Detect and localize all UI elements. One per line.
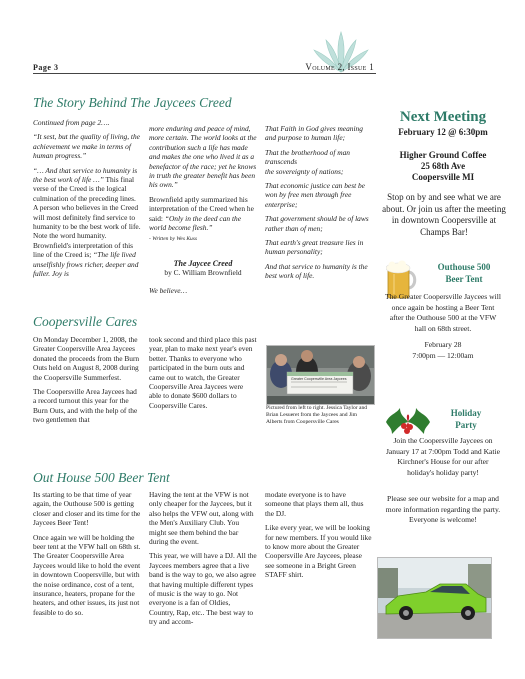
beertent-paragraph: Like every year, we will be looking for new members. If you would like to know more about the Greater Coopersville Are Jaycees, please see someone in a Bright Green STAFF shirt. <box>265 523 372 580</box>
creed-body: This final verse of the Creed is the logical culmination of the preceding lines. A person who believes in the Creed will most definitely find service to humanity to be the best work of life. Note the word humanity. Brownfield's interpretation of this line of the Creed is; <box>33 175 141 260</box>
holiday-title-2: Party <box>455 420 477 430</box>
header-rule <box>33 73 376 74</box>
venue-city: Coopersville MI <box>411 172 475 182</box>
next-meeting-title: Next Meeting <box>399 109 487 125</box>
holiday-description: Join the Coopersville Jaycees on January 17 at 7:00pm Todd and Katie Kirchner's House for our after holiday's holiday party! <box>385 436 501 477</box>
creed-line: the sovereignty of nations; <box>265 166 344 176</box>
check-presentation-photo <box>266 345 375 405</box>
cares-paragraph: took second and third place this past year, plan to make next year's even better. Thanks to everyone who participated in the burn outs and came out to watch, the Greater Coopersville Area Jaycees were able to donate $600 dollars to Coopersville Cares. <box>149 335 257 410</box>
beertent-column-2 <box>149 490 257 632</box>
creed-continued: Continued from page 2…. <box>33 118 110 127</box>
creed-we-believe: We believe… <box>149 285 188 295</box>
beertent-column-1 <box>33 490 141 622</box>
creed-poem-author: by C. William Brownfield <box>164 268 242 278</box>
creed-summary-body: Brownfield aptly summarized his interpretation of the Creed when he said: <box>149 194 254 223</box>
cares-paragraph: On Monday December 1, 2008, the Greater Coopersville Area Jaycees donated the proceeds from the Burn Outs held on August 8, 2008 during the Coopersville Summerfest. <box>33 335 140 382</box>
beertent-paragraph: This year, we will have a DJ. All the Jaycees members agree that a live band is the way to go, we also agree that having multiple different types of music is the way to go. Not everyone is a fan of Oldies, Country, Rap, etc.. The best way to try and accom- <box>149 551 257 627</box>
holly-icon <box>382 404 434 438</box>
creed-line: That economic justice can best be won by free men through free enterprise; <box>265 181 365 209</box>
creed-title: The Story Behind The Jaycees Creed <box>33 95 232 110</box>
beer-tent-time: 7:00pm — 12:00am <box>412 351 474 360</box>
beer-tent-title-1: Outhouse 500 <box>437 262 491 272</box>
creed-quote-2: “… And that service to humanity is the best work of life …” <box>33 165 138 185</box>
meeting-description: Stop on by and see what we are about. Or join us after the meeting in downtown Coopersville at Champs Bar! <box>382 192 506 237</box>
beertent-paragraph: Once again we will be holding the beer tent at the VFW hall on 68th st. The Greater Coopersville Area Jaycees would like to hold the event in downtown Coopersville, but with the noise ordinance, cost of a tent, insurance, heaters, propane for the heaters, and other issues, its just not feasible to do so. <box>33 532 141 617</box>
creed-poem-title: The Jaycee Creed <box>173 258 233 268</box>
creed-quote-3: “The life lived unselfishly frows richer, deeper and fuller. Joy is <box>33 250 139 279</box>
creed-summary-quote: “Only in the deed can the world become flesh.” <box>149 213 241 233</box>
creed-quote-1: “It sest, but the quality of living, the achievement we make in terms of human progress.” <box>33 132 140 161</box>
cares-column-1 <box>33 335 141 430</box>
cares-paragraph: The Coopersville Area Jaycees had a record turnout this year for the Burn Outs, and with the help of the two gentlemen that <box>33 387 138 425</box>
creed-line: That Faith in God gives meaning and purpose to human life; <box>265 124 363 143</box>
beertent-paragraph: modate everyone is to have someone that plays them all, thus the DJ. <box>265 490 364 518</box>
venue-name: Higher Ground Coffee <box>399 150 487 160</box>
cares-column-2 <box>149 335 257 415</box>
creed-summary <box>149 195 257 233</box>
beer-tent-date: February 28 <box>424 340 462 349</box>
website-note: Please see our website for a map and more information regarding the party. Everyone is welcome! <box>385 494 501 524</box>
creed-line: That government should be of laws rather than of men; <box>265 214 369 233</box>
holiday-title-1: Holiday <box>450 408 482 418</box>
beertent-title: Out House 500 Beer Tent <box>33 470 170 485</box>
venue-address: 25 68th Ave <box>420 161 466 171</box>
creed-paragraph <box>33 166 141 279</box>
beer-tent-title-2: Beer Tent <box>445 274 483 284</box>
meeting-date: February 12 @ 6:30pm <box>398 127 488 137</box>
creed-line: That the brotherhood of man transcends <box>265 147 350 167</box>
beertent-paragraph: Its starting to be that time of year again, the Outhouse 500 is getting closer and closer and its time for the Jaycees Beer Tent! <box>33 490 141 528</box>
creed-quote-cont: more enduring and peace of mind, more certain. The world looks at the contribution such a life has made and makes the one who lived it as a benefactor of the race; yet he knows in truth the greater benefit has been his own.” <box>149 124 257 190</box>
photo-caption: Pictured from left to right. Jessica Taylor and Brian Lesueret from the Jaycees and Jim Alberts from Coopersville Cares <box>266 405 368 425</box>
page-number: Page 3 <box>33 63 59 72</box>
creed-column-3 <box>265 124 373 286</box>
beer-tent-description: The Greater Coopersville Jaycees will once again be hosting a Beer Tent after the Outhouse 500 at the VFW hall on 68th street. <box>385 292 501 333</box>
creed-column-2 <box>149 124 257 295</box>
volume-issue: Volume 2, Issue 1 <box>305 62 374 72</box>
creed-line: That earth's great treasure lies in human personality; <box>265 238 364 257</box>
creed-written-by: - Written by Wes Kuss <box>149 236 198 243</box>
green-car-photo <box>377 557 492 639</box>
cares-title: Coopersville Cares <box>33 314 138 329</box>
creed-column-1 <box>33 118 141 279</box>
creed-line: And that service to humanity is the best work of life. <box>265 261 368 281</box>
beertent-column-3 <box>265 490 373 585</box>
check-label: Greater Coopersville Area Jaycees <box>291 377 347 381</box>
beertent-paragraph: Having the tent at the VFW is not only cheaper for the Jaycees, but it also helps the VFW out, along with the Men's Auxiliary Club. You might see them behind the bar during the event. <box>149 490 254 547</box>
